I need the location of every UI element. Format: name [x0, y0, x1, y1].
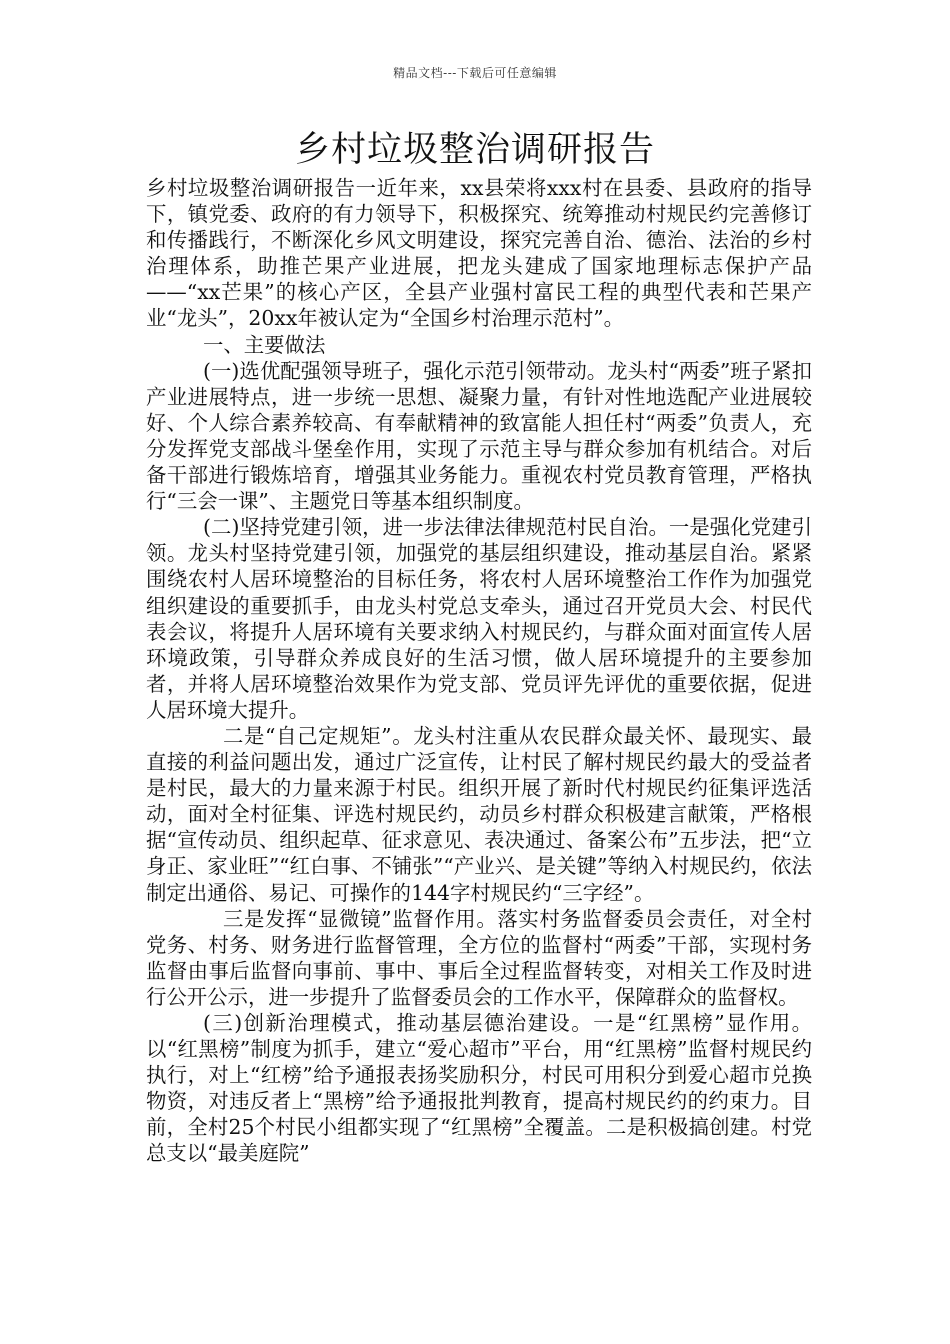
body-paragraph: 二是“自己定规矩”。龙头村注重从农民群众最关怀、最现实、最直接的利益问题出发，通过广泛宣传，让村民了解村规民约最大的受益者是村民，最大的力量来源于村民。组织开展了新时代村规民约征集评选活动，面对全村征集、评选村规民约，动员乡村群众积极建言献策，严格根据“宣传动员、组织起草、征求意见、表决通过、备案公布”五步法，把“立身正、家业旺”“红白事、不铺张”“产业兴、是关键”等纳入村规民约，依法制定出通俗、易记、可操作的144字村规民约“三字经”。 [146, 723, 812, 905]
body-paragraph: (二)坚持党建引领，进一步法律法律规范村民自治。一是强化党建引领。龙头村坚持党建引领，加强党的基层组织建设，推动基层自治。紧紧围绕农村人居环境整治的目标任务，将农村人居环境整治工作作为加强党组织建设的重要抓手，由龙头村党总支牵头，通过召开党员大会、村民代表会议，将提升人居环境有关要求纳入村规民约，与群众面对面宣传人居环境政策，引导群众养成良好的生活习惯，做人居环境提升的主要参加者，并将人居环境整治效果作为党支部、党员评先评优的重要依据，促进人居环境大提升。 [146, 515, 812, 722]
page-header: 精品文档---下载后可任意编辑 [393, 66, 557, 80]
section-heading: 一、主要做法 [203, 332, 326, 357]
body-paragraph: 三是发挥“显微镜”监督作用。落实村务监督委员会责任，对全村党务、村务、财务进行监督管理，全方位的监督村“两委”干部，实现村务监督由事后监督向事前、事中、事后全过程监督转变，对相关工作及时进行公开公示，进一步提升了监督委员会的工作水平，保障群众的监督权。 [146, 906, 812, 1009]
document-body [146, 175, 812, 1167]
intro-paragraph: 乡村垃圾整治调研报告一近年来，xx县荣将xxx村在县委、县政府的指导下，镇党委、政府的有力领导下，积极探究、统筹推动村规民约完善修订和传播践行，不断深化乡风文明建设，探究完善自治、德治、法治的乡村治理体系，助推芒果产业进展，把龙头建成了国家地理标志保护产品——“xx芒果”的核心产区，全县产业强村富民工程的典型代表和芒果产业“龙头”，20xx年被认定为“全国乡村治理示范村”。 [146, 176, 812, 331]
body-paragraph: (一)选优配强领导班子，强化示范引领带动。龙头村“两委”班子紧扣产业进展特点，进一步统一思想、凝聚力量，有针对性地选配产业进展较好、个人综合素养较高、有奉献精神的致富能人担任村“两委”负责人，充分发挥党支部战斗堡垒作用，实现了示范主导与群众参加有机结合。对后备干部进行锻炼培育，增强其业务能力。重视农村党员教育管理，严格执行“三会一课”、主题党日等基本组织制度。 [146, 358, 812, 514]
body-paragraph: (三)创新治理模式，推动基层德治建设。一是“红黑榜”显作用。以“红黑榜”制度为抓手，建立“爱心超市”平台，用“红黑榜”监督村规民约执行，对上“红榜”给予通报表扬奖励积分，村民可用积分到爱心超市兑换物资，对违反者上“黑榜”给予通报批判教育，提高村规民约的约束力。目前，全村25个村民小组都实现了“红黑榜”全覆盖。二是积极搞创建。村党总支以“最美庭院” [146, 1011, 812, 1166]
document-title: 乡村垃圾整治调研报告 [294, 130, 655, 170]
